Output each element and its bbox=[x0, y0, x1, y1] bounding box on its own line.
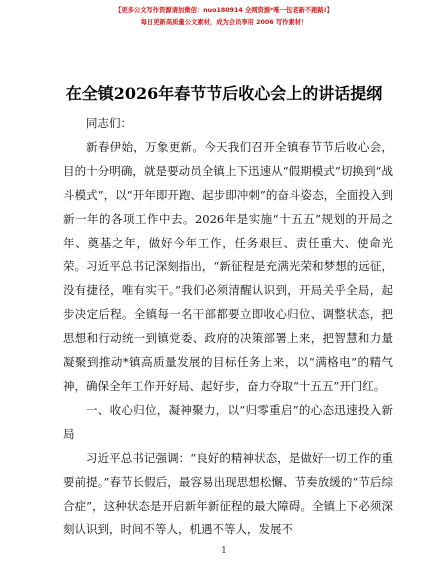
section-heading: 一、收心归位，凝神聚力，以“归零重启”的心态迅速投入新局 bbox=[63, 402, 393, 441]
document-body bbox=[63, 112, 393, 542]
greeting: 同志们： bbox=[86, 116, 132, 130]
document-title: 在全镇2026年春节节后收心会上的讲话提纲 bbox=[65, 84, 383, 103]
promo-banner-line-1: 【更多公文写作资源请加微信：nuo180914 全网资源*唯一包老新不跑路!】 bbox=[115, 7, 333, 14]
promo-banner-line-2: 每日更新高质量公文素材，成为会员享用 2006 写作素材！ bbox=[140, 19, 308, 26]
section-paragraph: 习近平总书记强调：“良好的精神状态，是做好一切工作的重要前提。”春节长假后，最容易出现思想松懈、节奏放缓的“节后综合症”，这种状态是开启新年新征程的最大障碍。全镇上下必须深刻认识到，时间不等人，机遇不等人，发展不 bbox=[63, 450, 393, 537]
intro-paragraph: 新春伊始，万象更新。今天我们召开全镇春节节后收心会，目的十分明确，就是要动员全镇上下迅速从“假期模式”切换到“战斗模式”，以“开年即开跑、起步即冲刺”的奋斗姿态，全面投入到新一年的各项工作中去。2026年是实施“十五五”规划的开局之年、奠基之年，做好今年工作，任务艰巨、责任重大、使命光荣。习近平总书记深刻指出，“新征程是充满光荣和梦想的远征，没有捷径，唯有实干。”我们必须清醒认识到，开局关乎全局，起步决定后程。全镇每一名干部都要立即收心归位、调整状态，把思想和行动统一到镇党委、政府的决策部署上来，把智慧和力量凝聚到推动*镇高质量发展的目标任务上来，以“满格电”的精气神，确保全年工作开好局、起好步，奋力夺取“十五五”开门红。 bbox=[63, 139, 393, 393]
page-number: 1 bbox=[221, 546, 227, 556]
